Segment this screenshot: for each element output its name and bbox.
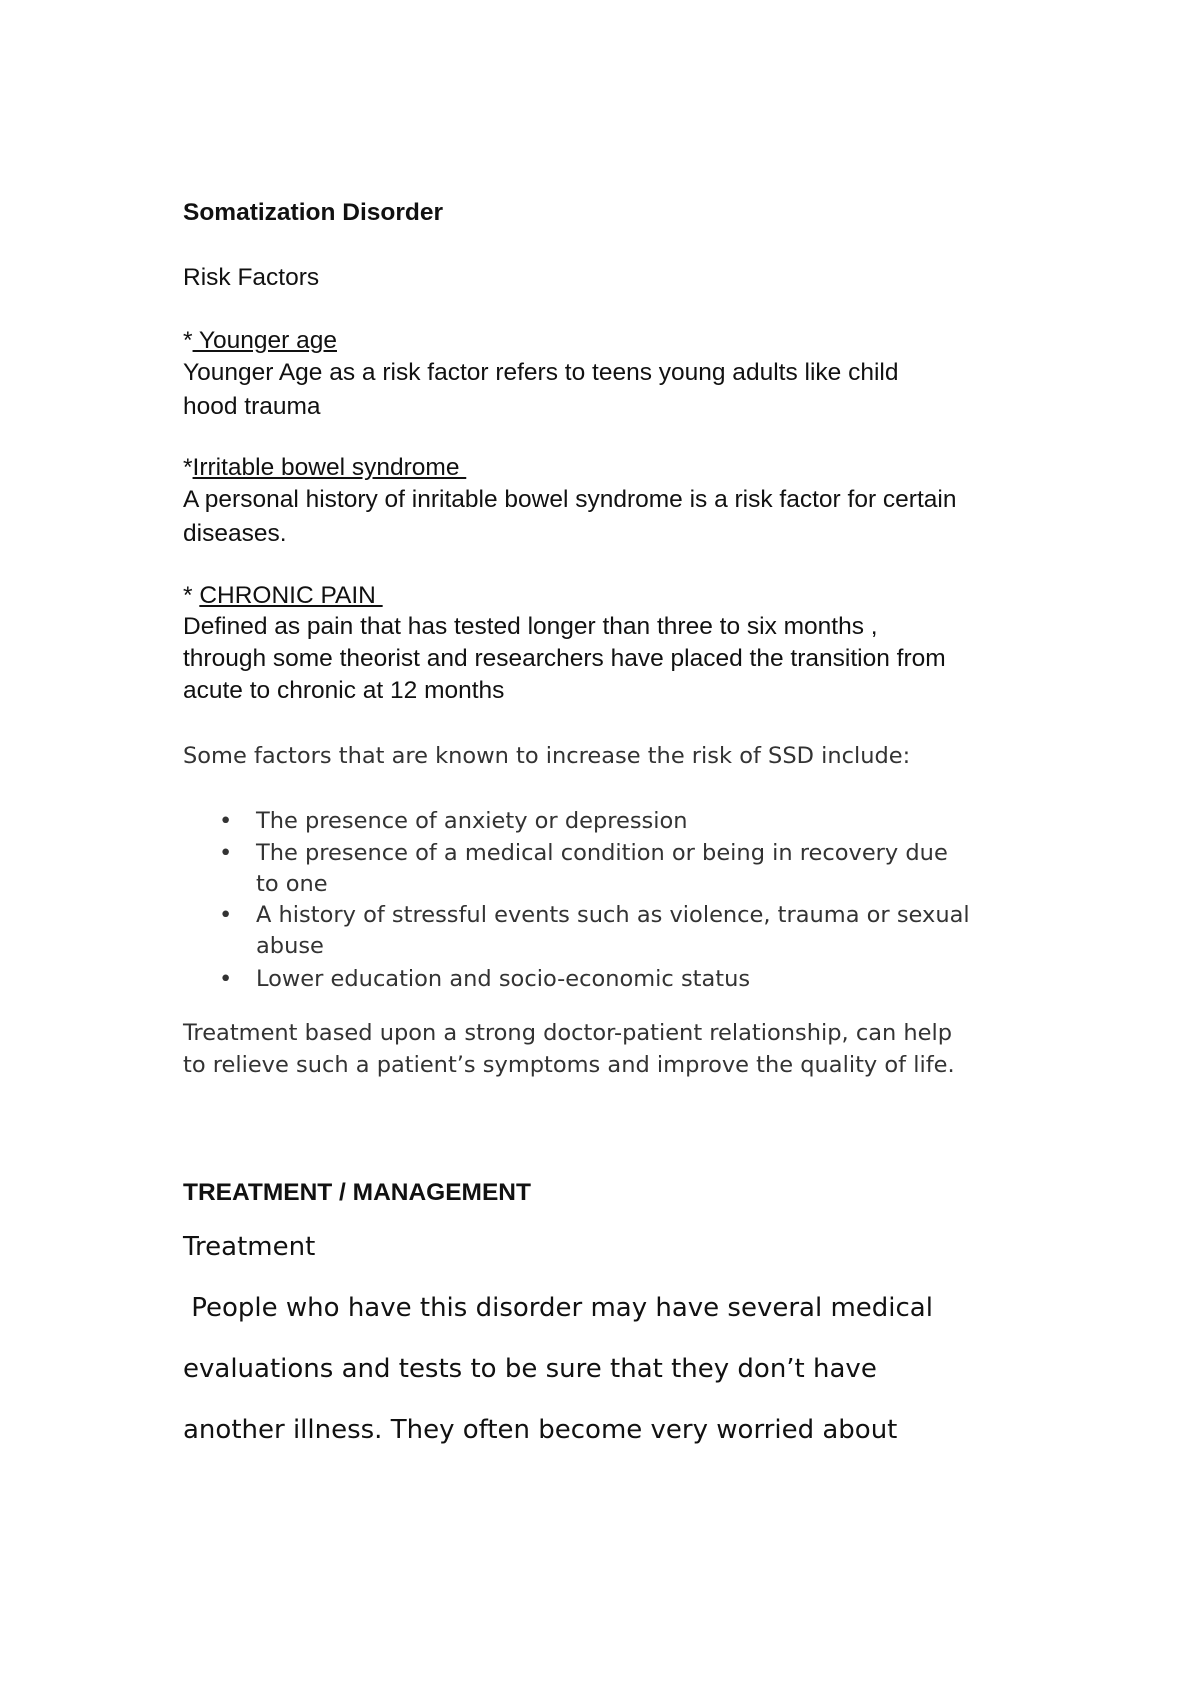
factor-marker: * xyxy=(183,327,193,354)
bullet-icon: • xyxy=(219,840,233,866)
factor-heading-younger-age xyxy=(183,324,337,358)
treatment-paragraph-line: evaluations and tests to be sure that they don’t have xyxy=(183,1354,877,1384)
ssd-intro: Some factors that are known to increase the risk of SSD include: xyxy=(183,743,911,769)
document-title: Somatization Disorder xyxy=(183,199,444,226)
factor-heading-irritable-bowel xyxy=(183,451,466,485)
bullet-icon: • xyxy=(219,902,233,928)
factor-title: CHRONIC PAIN xyxy=(199,582,383,609)
list-item: • The presence of anxiety or depression xyxy=(183,804,976,838)
management-heading: TREATMENT / MANAGEMENT xyxy=(183,1179,531,1206)
bullet-icon: • xyxy=(219,966,233,992)
factor-marker: * xyxy=(183,454,193,481)
factor-body-chronic-pain: Defined as pain that has tested longer than three to six months , through some theorist and researchers have placed the transition from acute to chronic at 12 months xyxy=(183,613,946,704)
treatment-summary: Treatment based upon a strong doctor-patient relationship, can help to relieve such a patient’s symptoms and improve the quality of life. xyxy=(183,1020,955,1078)
treatment-paragraph-line: another illness. They often become very worried about xyxy=(183,1415,898,1445)
factor-body-irritable-bowel: A personal history of inritable bowel syndrome is a risk factor for certain diseases. xyxy=(183,486,957,547)
list-item: • Lower education and socio-economic status xyxy=(183,962,976,996)
list-item: • The presence of a medical condition or being in recovery due to one xyxy=(219,840,948,897)
factor-title: Younger age xyxy=(192,327,337,354)
factor-title: Irritable bowel syndrome xyxy=(192,454,467,481)
ssd-factor-list xyxy=(183,804,976,996)
list-item: • A history of stressful events such as violence, trauma or sexual abuse xyxy=(219,902,970,959)
risk-factors-heading: Risk Factors xyxy=(183,264,320,291)
factor-heading-chronic-pain xyxy=(183,579,383,613)
factor-body-younger-age: Younger Age as a risk factor refers to teens young adults like child hood trauma xyxy=(183,359,899,420)
factor-marker: * xyxy=(183,582,200,609)
treatment-paragraph-line: People who have this disorder may have several medical xyxy=(183,1293,933,1323)
treatment-heading: Treatment xyxy=(183,1232,316,1262)
bullet-icon: • xyxy=(219,808,233,834)
